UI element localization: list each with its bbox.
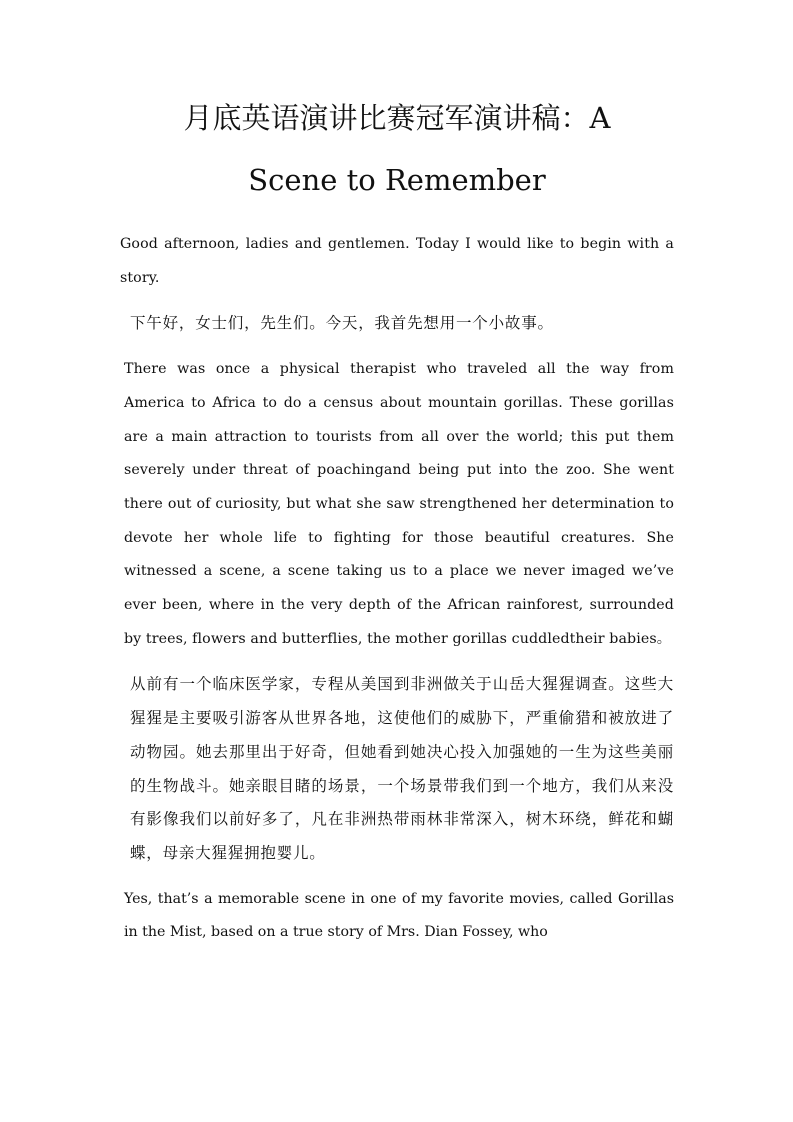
- document-body: [120, 228, 674, 950]
- paragraph-greeting-en: Good afternoon, ladies and gentlemen. Today I would like to begin with a story.: [120, 236, 674, 286]
- paragraph-movie-en: Yes, that’s a memorable scene in one of my favorite movies, called Gorillas in the Mist, based on a true story of Mrs. Dian Fossey, who: [124, 890, 674, 941]
- paragraph-story-en: There was once a physical therapist who traveled all the way from America to Africa to do a census about mountain gorillas. These gorillas are a main attraction to tourists from all over the world; this put them severely under threat of poachingand being put into the zoo. She went there out of curiosity, but what she saw strengthened her determination to devote her whole life to fighting for those beautiful creatures. She witnessed a scene, a scene taking us to a place we never imaged we’ve ever been, where in the very depth of the African rainforest, surrounded by trees, flowers and butterflies, the mother gorillas cuddledtheir babies。: [124, 361, 674, 647]
- paragraph-greeting-zh: 下午好，女士们，先生们。今天，我首先想用一个小故事。: [130, 314, 554, 333]
- paragraph-story-zh: 从前有一个临床医学家，专程从美国到非洲做关于山岳大猩猩调查。这些大猩猩是主要吸引游客从世界各地，这使他们的威胁下，严重偷猎和被放进了动物园。她去那里出于好奇，但她看到她决心投入加强她的一生为这些美丽的生物战斗。她亲眼目睹的场景，一个场景带我们到一个地方，我们从来没有影像我们以前好多了，凡在非洲热带雨林非常深入，树木环绕，鲜花和蝴蝶，母亲大猩猩拥抱婴儿。: [130, 675, 674, 862]
- document-title-line-1: 月底英语演讲比赛冠军演讲稿：A: [183, 101, 611, 135]
- document-title-line-2: Scene to Remember: [248, 163, 546, 197]
